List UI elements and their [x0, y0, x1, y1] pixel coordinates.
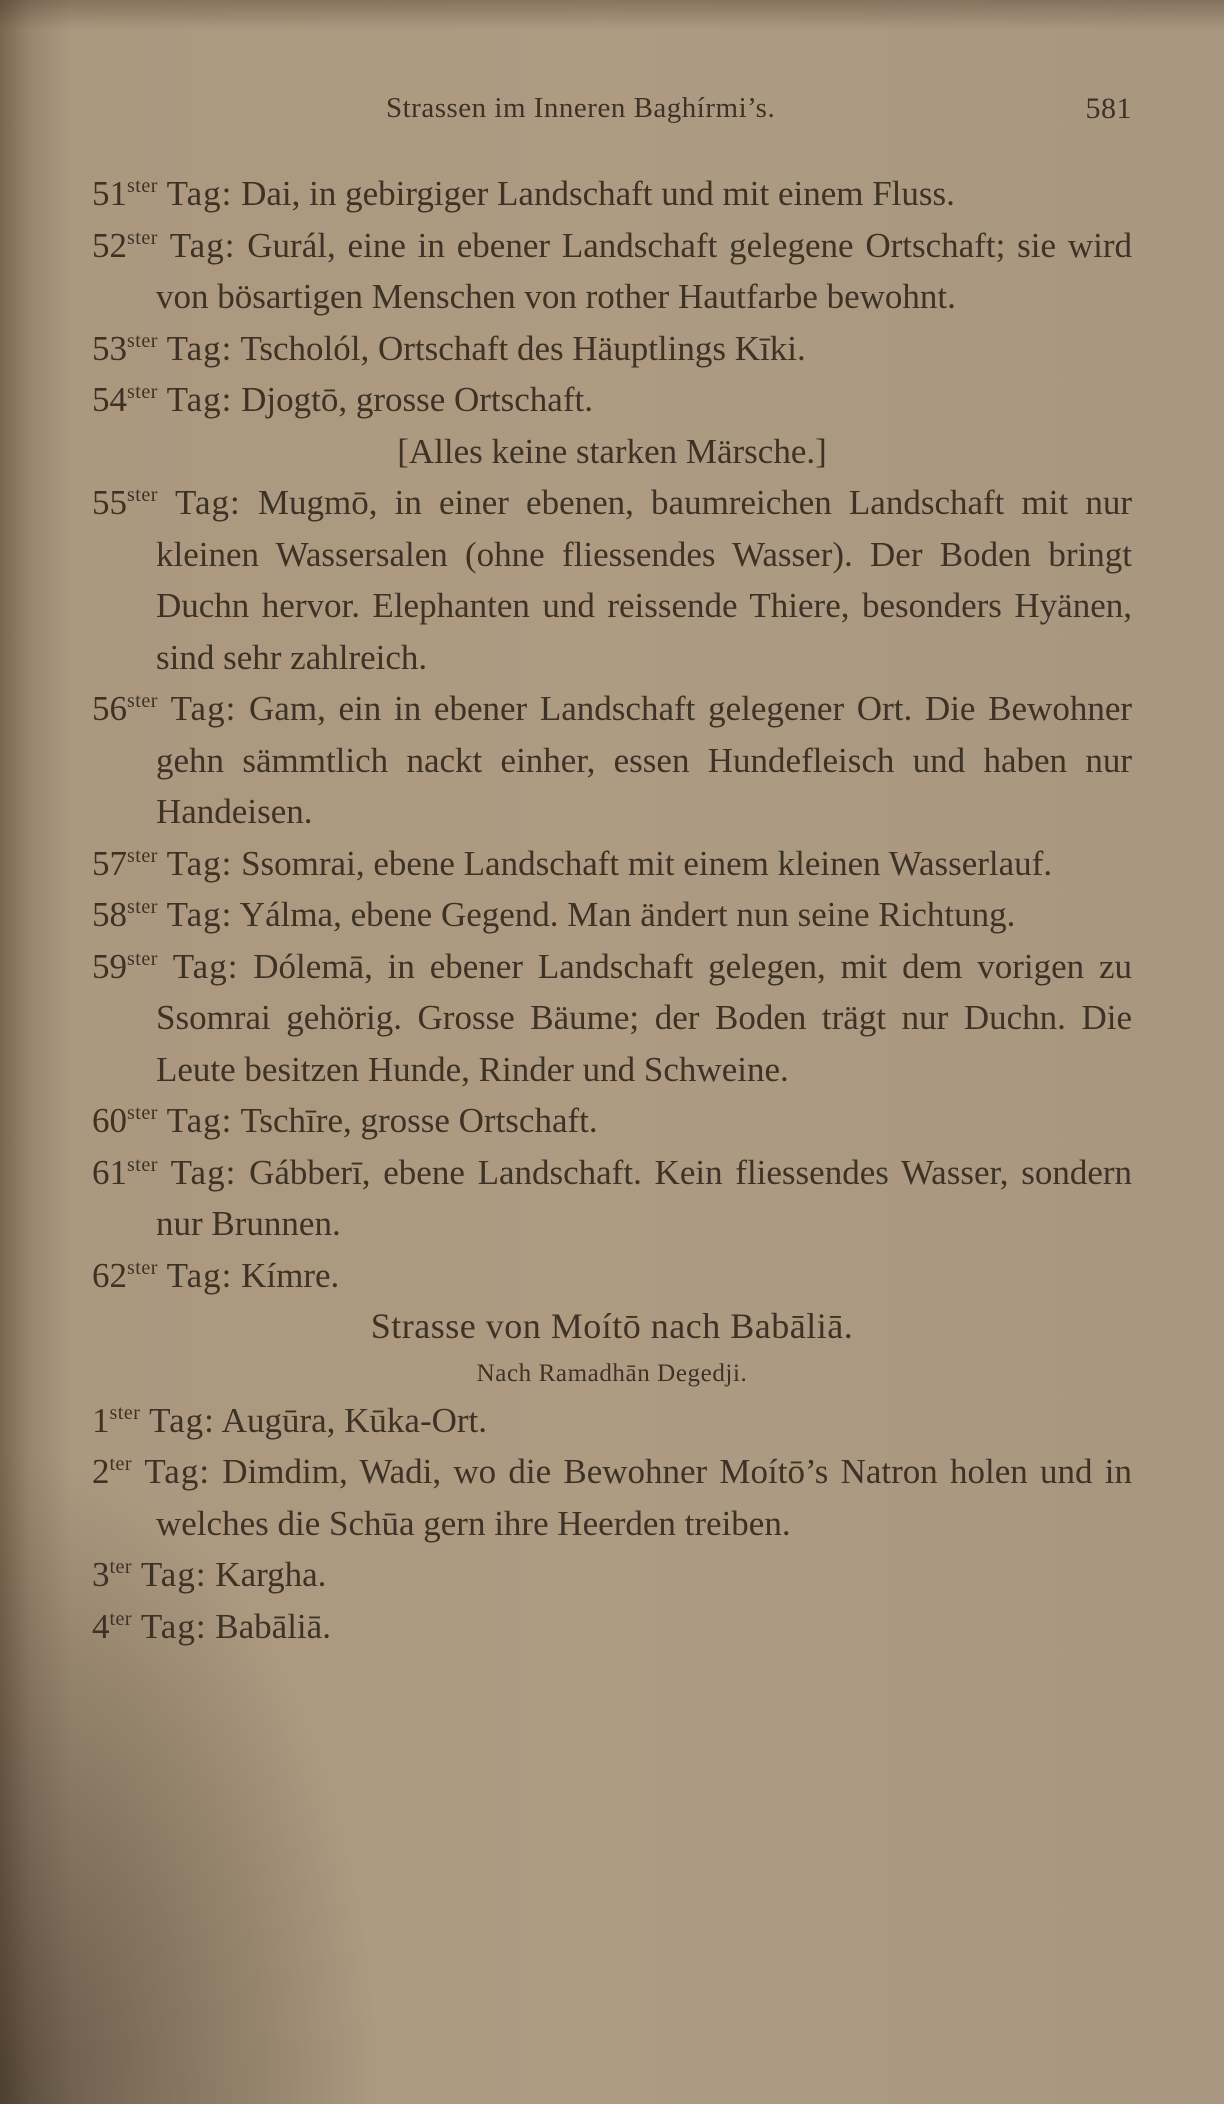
entry-text: Gurál, eine in ebener Landschaft gelegene Ortschaft; sie wird von bösartigen Menschen von rother Hautfarbe bewohnt.	[156, 225, 1133, 316]
day-number: 55	[92, 483, 127, 522]
day-number: 3	[92, 1555, 110, 1594]
entry-text: Dólemā, in ebener Landschaft gelegen, mit dem vorigen zu Ssomrai gehörig. Grosse Bäume; der Boden trägt nur Duchn. Die Leute besitzen Hunde, Rinder und Schweine.	[156, 946, 1132, 1089]
day-number: 62	[92, 1255, 127, 1295]
ordinal-suffix: ter	[109, 1556, 133, 1578]
body-text	[92, 168, 1132, 1652]
day-label: Tag:	[175, 483, 241, 522]
entry-text: Yálma, ebene Gegend. Man ändert nun seine Richtung.	[239, 895, 1016, 934]
itinerary-entry	[92, 323, 1132, 375]
day-number: 61	[92, 1152, 127, 1192]
day-number: 51	[92, 174, 127, 213]
itinerary-entry	[92, 889, 1132, 941]
ordinal-suffix: ster	[127, 947, 158, 970]
itinerary-group-1	[92, 168, 1132, 426]
itinerary-entry	[92, 1446, 1132, 1549]
day-number: 57	[92, 843, 127, 883]
entry-text: Dimdim, Wadi, wo die Bewohner Moítō’s Natron holen und in welches die Schūa gern ihre Heerden treiben.	[156, 1452, 1133, 1543]
day-label: Tag:	[166, 843, 233, 883]
itinerary-entry	[92, 1395, 1132, 1447]
day-label: Tag:	[140, 1555, 207, 1594]
day-label: Tag:	[166, 174, 233, 213]
day-number: 58	[92, 895, 127, 934]
day-label: Tag:	[170, 689, 237, 728]
day-label: Tag:	[166, 895, 233, 934]
itinerary-group-3	[92, 1395, 1132, 1653]
day-number: 52	[92, 225, 127, 265]
ordinal-suffix: ster	[127, 896, 158, 918]
entry-text: Gam, ein in ebener Landschaft gelegener Ort. Die Bewohner gehn sämmtlich nackt einher, essen Hundefleisch und haben nur Handeisen.	[156, 689, 1133, 831]
entry-text: Tscholól, Ortschaft des Häuptlings Kīki.	[240, 328, 806, 368]
ordinal-suffix: ter	[109, 1607, 133, 1630]
itinerary-entry	[92, 477, 1132, 683]
ordinal-suffix: ter	[109, 1453, 133, 1475]
page-number: 581	[1085, 92, 1132, 125]
ordinal-suffix: ster	[127, 329, 158, 352]
day-number: 56	[92, 689, 127, 728]
ordinal-suffix: ster	[127, 484, 158, 506]
itinerary-entry	[92, 1095, 1132, 1147]
ordinal-suffix: ster	[127, 844, 158, 867]
day-label: Tag:	[166, 1255, 233, 1295]
itinerary-entry	[92, 683, 1132, 838]
itinerary-entry	[92, 838, 1132, 890]
day-label: Tag:	[169, 225, 236, 265]
section-byline: Nach Ramadhān Degedji.	[476, 1359, 748, 1387]
itinerary-entry	[92, 374, 1132, 426]
entry-text: Kargha.	[215, 1555, 327, 1594]
day-number: 2	[92, 1452, 110, 1491]
page-edge-shadow	[0, 0, 1224, 30]
section-heading: Strasse von Moítō nach Babāliā.	[370, 1306, 854, 1346]
entry-text: Augūra, Kūka-Ort.	[221, 1400, 488, 1440]
ordinal-suffix: ster	[127, 1153, 158, 1176]
day-label: Tag:	[172, 946, 239, 986]
ordinal-suffix: ster	[127, 1256, 158, 1279]
day-number: 54	[92, 380, 127, 419]
day-label: Tag:	[170, 1152, 237, 1192]
itinerary-entry	[92, 1250, 1132, 1302]
ordinal-suffix: ster	[109, 1401, 141, 1424]
day-number: 4	[92, 1606, 110, 1646]
entry-text: Djogtō, grosse Ortschaft.	[241, 380, 593, 419]
itinerary-entry	[92, 941, 1132, 1096]
day-label: Tag:	[166, 328, 233, 368]
entry-text: Gábberī, ebene Landschaft. Kein fliessendes Wasser, sondern nur Brunnen.	[156, 1152, 1133, 1243]
entry-text: Mugmō, in einer ebenen, baumreichen Landschaft mit nur kleinen Wassersalen (ohne fliessendes Wasser). Der Boden bringt Duchn hervor. Elephanten und reissende Thiere, besonders Hyänen, sind sehr zahlreich.	[156, 483, 1132, 677]
itinerary-entry	[92, 220, 1132, 323]
ordinal-suffix: ster	[127, 1102, 158, 1124]
entry-text: Tschīre, grosse Ortschaft.	[240, 1101, 598, 1140]
ordinal-suffix: ster	[127, 690, 158, 712]
entry-text: Dai, in gebirgiger Landschaft und mit einem Fluss.	[241, 174, 955, 213]
itinerary-entry	[92, 1147, 1132, 1250]
entry-text: Ssomrai, ebene Landschaft mit einem kleinen Wasserlauf.	[241, 843, 1053, 883]
ordinal-suffix: ster	[127, 175, 158, 197]
ordinal-suffix: ster	[127, 381, 158, 403]
day-label: Tag:	[166, 380, 233, 419]
day-number: 53	[92, 328, 127, 368]
day-label: Tag:	[149, 1400, 215, 1440]
entry-text: Babāliā.	[215, 1606, 331, 1646]
running-title: Strassen im Inneren Baghírmi’s.	[386, 92, 776, 124]
itinerary-entry	[92, 1601, 1132, 1653]
day-label: Tag:	[144, 1452, 211, 1491]
itinerary-entry	[92, 1549, 1132, 1601]
ordinal-suffix: ster	[127, 226, 158, 249]
itinerary-entry	[92, 168, 1132, 220]
day-number: 59	[92, 946, 127, 986]
bracket-note: [Alles keine starken Märsche.]	[397, 431, 827, 471]
day-label: Tag:	[166, 1101, 233, 1140]
day-label: Tag:	[140, 1606, 207, 1646]
day-number: 1	[92, 1400, 110, 1440]
day-number: 60	[92, 1101, 127, 1140]
entry-text: Kímre.	[241, 1255, 340, 1295]
itinerary-group-2	[92, 477, 1132, 1301]
